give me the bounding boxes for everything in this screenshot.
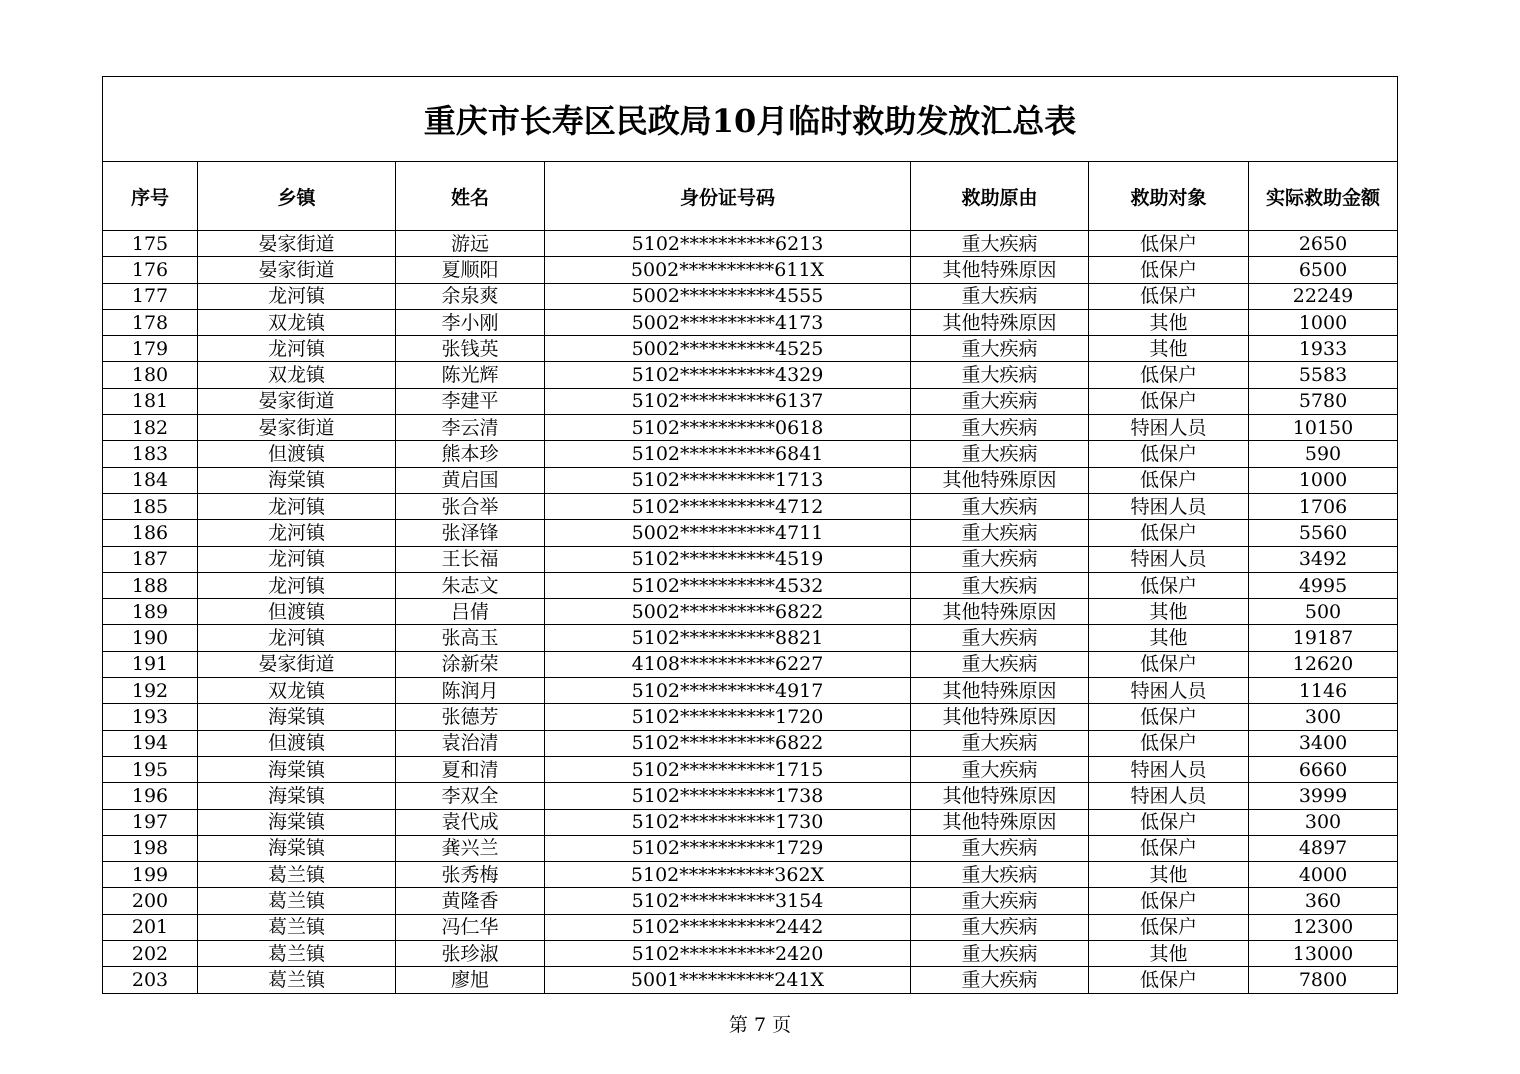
header-row	[103, 162, 1398, 231]
cell-name: 陈润月	[396, 678, 545, 704]
table-title: 重庆市长寿区民政局10月临时救助发放汇总表	[103, 77, 1398, 162]
cell-recipient-type: 低保户	[1089, 914, 1249, 940]
cell-amount: 13000	[1249, 941, 1398, 967]
cell-recipient-type: 低保户	[1089, 967, 1249, 993]
cell-town: 但渡镇	[198, 599, 396, 625]
cell-seq: 188	[103, 572, 198, 598]
table-row	[103, 257, 1398, 283]
table-row	[103, 888, 1398, 914]
cell-reason: 重大疾病	[911, 520, 1089, 546]
cell-name: 冯仁华	[396, 914, 545, 940]
cell-reason: 重大疾病	[911, 546, 1089, 572]
cell-town: 晏家街道	[198, 651, 396, 677]
cell-name: 黄隆香	[396, 888, 545, 914]
cell-recipient-type: 其他	[1089, 625, 1249, 651]
cell-recipient-type: 低保户	[1089, 520, 1249, 546]
cell-name: 张钱英	[396, 336, 545, 362]
cell-reason: 其他特殊原因	[911, 704, 1089, 730]
cell-id-number: 5102**********1738	[545, 783, 911, 809]
cell-reason: 其他特殊原因	[911, 309, 1089, 335]
cell-id-number: 5102**********8821	[545, 625, 911, 651]
table-row	[103, 441, 1398, 467]
cell-seq: 184	[103, 467, 198, 493]
cell-seq: 201	[103, 914, 198, 940]
cell-recipient-type: 其他	[1089, 862, 1249, 888]
cell-reason: 重大疾病	[911, 572, 1089, 598]
cell-reason: 其他特殊原因	[911, 783, 1089, 809]
cell-id-number: 5102**********3154	[545, 888, 911, 914]
cell-amount: 3492	[1249, 546, 1398, 572]
cell-id-number: 5102**********0618	[545, 415, 911, 441]
cell-reason: 重大疾病	[911, 362, 1089, 388]
cell-seq: 197	[103, 809, 198, 835]
cell-amount: 4897	[1249, 835, 1398, 861]
cell-recipient-type: 特困人员	[1089, 415, 1249, 441]
cell-amount: 500	[1249, 599, 1398, 625]
table-row	[103, 599, 1398, 625]
cell-recipient-type: 低保户	[1089, 704, 1249, 730]
cell-reason: 重大疾病	[911, 651, 1089, 677]
table-row	[103, 520, 1398, 546]
table-row	[103, 415, 1398, 441]
cell-id-number: 5002**********611X	[545, 257, 911, 283]
table-row	[103, 678, 1398, 704]
cell-reason: 重大疾病	[911, 941, 1089, 967]
cell-name: 袁治清	[396, 730, 545, 756]
cell-recipient-type: 低保户	[1089, 467, 1249, 493]
cell-id-number: 5102**********1713	[545, 467, 911, 493]
cell-seq: 194	[103, 730, 198, 756]
cell-seq: 189	[103, 599, 198, 625]
cell-recipient-type: 低保户	[1089, 730, 1249, 756]
cell-recipient-type: 其他	[1089, 309, 1249, 335]
cell-name: 余泉爽	[396, 283, 545, 309]
cell-id-number: 5102**********4712	[545, 493, 911, 519]
cell-town: 海棠镇	[198, 835, 396, 861]
cell-town: 双龙镇	[198, 678, 396, 704]
cell-id-number: 5002**********4525	[545, 336, 911, 362]
cell-id-number: 5001**********241X	[545, 967, 911, 993]
cell-name: 龚兴兰	[396, 835, 545, 861]
cell-name: 夏和清	[396, 756, 545, 782]
cell-recipient-type: 低保户	[1089, 231, 1249, 257]
cell-id-number: 5102**********4329	[545, 362, 911, 388]
table-row	[103, 783, 1398, 809]
cell-recipient-type: 低保户	[1089, 388, 1249, 414]
cell-seq: 202	[103, 941, 198, 967]
cell-id-number: 5102**********6822	[545, 730, 911, 756]
cell-name: 袁代成	[396, 809, 545, 835]
cell-amount: 5583	[1249, 362, 1398, 388]
cell-town: 龙河镇	[198, 572, 396, 598]
table-row	[103, 283, 1398, 309]
table-row	[103, 651, 1398, 677]
cell-town: 但渡镇	[198, 441, 396, 467]
cell-seq: 181	[103, 388, 198, 414]
cell-recipient-type: 特困人员	[1089, 493, 1249, 519]
cell-name: 廖旭	[396, 967, 545, 993]
table-row	[103, 704, 1398, 730]
cell-seq: 177	[103, 283, 198, 309]
cell-amount: 7800	[1249, 967, 1398, 993]
cell-amount: 1146	[1249, 678, 1398, 704]
cell-seq: 203	[103, 967, 198, 993]
cell-id-number: 4108**********6227	[545, 651, 911, 677]
relief-table	[102, 76, 1398, 994]
cell-town: 葛兰镇	[198, 941, 396, 967]
cell-town: 海棠镇	[198, 809, 396, 835]
cell-town: 双龙镇	[198, 309, 396, 335]
cell-amount: 5560	[1249, 520, 1398, 546]
cell-seq: 195	[103, 756, 198, 782]
cell-name: 张高玉	[396, 625, 545, 651]
table-row	[103, 388, 1398, 414]
cell-amount: 300	[1249, 704, 1398, 730]
cell-amount: 12300	[1249, 914, 1398, 940]
cell-reason: 重大疾病	[911, 415, 1089, 441]
header-id-number: 身份证号码	[545, 162, 911, 231]
table-row	[103, 914, 1398, 940]
cell-name: 黄启国	[396, 467, 545, 493]
cell-reason: 重大疾病	[911, 756, 1089, 782]
cell-id-number: 5002**********4711	[545, 520, 911, 546]
cell-town: 葛兰镇	[198, 888, 396, 914]
cell-seq: 192	[103, 678, 198, 704]
cell-amount: 3999	[1249, 783, 1398, 809]
cell-recipient-type: 低保户	[1089, 362, 1249, 388]
cell-town: 晏家街道	[198, 231, 396, 257]
cell-recipient-type: 特困人员	[1089, 546, 1249, 572]
cell-reason: 其他特殊原因	[911, 599, 1089, 625]
cell-amount: 12620	[1249, 651, 1398, 677]
cell-name: 游远	[396, 231, 545, 257]
table-row	[103, 493, 1398, 519]
cell-reason: 重大疾病	[911, 388, 1089, 414]
header-name: 姓名	[396, 162, 545, 231]
cell-town: 但渡镇	[198, 730, 396, 756]
cell-reason: 重大疾病	[911, 231, 1089, 257]
cell-town: 龙河镇	[198, 283, 396, 309]
cell-town: 晏家街道	[198, 257, 396, 283]
cell-seq: 191	[103, 651, 198, 677]
cell-amount: 1933	[1249, 336, 1398, 362]
cell-id-number: 5102**********2442	[545, 914, 911, 940]
cell-seq: 175	[103, 231, 198, 257]
table-row	[103, 546, 1398, 572]
cell-name: 李云清	[396, 415, 545, 441]
cell-reason: 重大疾病	[911, 283, 1089, 309]
cell-amount: 300	[1249, 809, 1398, 835]
cell-amount: 360	[1249, 888, 1398, 914]
table-row	[103, 309, 1398, 335]
cell-amount: 6660	[1249, 756, 1398, 782]
cell-town: 葛兰镇	[198, 862, 396, 888]
table-row	[103, 967, 1398, 993]
cell-id-number: 5102**********4917	[545, 678, 911, 704]
cell-amount: 5780	[1249, 388, 1398, 414]
cell-id-number: 5102**********1720	[545, 704, 911, 730]
cell-recipient-type: 低保户	[1089, 283, 1249, 309]
cell-amount: 1000	[1249, 309, 1398, 335]
table-row	[103, 336, 1398, 362]
cell-reason: 重大疾病	[911, 730, 1089, 756]
cell-recipient-type: 特困人员	[1089, 756, 1249, 782]
header-amount: 实际救助金额	[1249, 162, 1398, 231]
cell-seq: 178	[103, 309, 198, 335]
table-row	[103, 572, 1398, 598]
cell-amount: 2650	[1249, 231, 1398, 257]
header-town: 乡镇	[198, 162, 396, 231]
cell-name: 陈光辉	[396, 362, 545, 388]
page-number: 第 7 页	[728, 1014, 792, 1036]
cell-amount: 3400	[1249, 730, 1398, 756]
cell-id-number: 5102**********1715	[545, 756, 911, 782]
cell-name: 夏顺阳	[396, 257, 545, 283]
table-body	[103, 231, 1398, 994]
cell-name: 张德芳	[396, 704, 545, 730]
header-recipient-type: 救助对象	[1089, 162, 1249, 231]
cell-amount: 1000	[1249, 467, 1398, 493]
cell-town: 海棠镇	[198, 756, 396, 782]
cell-name: 吕倩	[396, 599, 545, 625]
cell-id-number: 5102**********362X	[545, 862, 911, 888]
cell-town: 葛兰镇	[198, 967, 396, 993]
cell-amount: 590	[1249, 441, 1398, 467]
cell-town: 晏家街道	[198, 388, 396, 414]
cell-id-number: 5102**********6841	[545, 441, 911, 467]
cell-seq: 190	[103, 625, 198, 651]
cell-reason: 重大疾病	[911, 441, 1089, 467]
relief-summary-sheet	[102, 76, 1397, 994]
cell-name: 王长福	[396, 546, 545, 572]
cell-town: 双龙镇	[198, 362, 396, 388]
cell-id-number: 5102**********2420	[545, 941, 911, 967]
cell-seq: 196	[103, 783, 198, 809]
cell-name: 涂新荣	[396, 651, 545, 677]
cell-reason: 其他特殊原因	[911, 257, 1089, 283]
cell-seq: 180	[103, 362, 198, 388]
cell-seq: 199	[103, 862, 198, 888]
cell-seq: 183	[103, 441, 198, 467]
cell-seq: 186	[103, 520, 198, 546]
header-reason: 救助原由	[911, 162, 1089, 231]
cell-reason: 其他特殊原因	[911, 467, 1089, 493]
cell-seq: 176	[103, 257, 198, 283]
cell-name: 张秀梅	[396, 862, 545, 888]
cell-name: 朱志文	[396, 572, 545, 598]
cell-reason: 重大疾病	[911, 862, 1089, 888]
cell-id-number: 5002**********6822	[545, 599, 911, 625]
cell-name: 张泽锋	[396, 520, 545, 546]
cell-town: 海棠镇	[198, 783, 396, 809]
cell-town: 海棠镇	[198, 467, 396, 493]
cell-seq: 182	[103, 415, 198, 441]
cell-amount: 19187	[1249, 625, 1398, 651]
cell-recipient-type: 低保户	[1089, 257, 1249, 283]
header-seq: 序号	[103, 162, 198, 231]
table-row	[103, 941, 1398, 967]
cell-reason: 重大疾病	[911, 835, 1089, 861]
cell-reason: 重大疾病	[911, 336, 1089, 362]
table-row	[103, 862, 1398, 888]
cell-seq: 187	[103, 546, 198, 572]
cell-name: 李双全	[396, 783, 545, 809]
cell-recipient-type: 低保户	[1089, 572, 1249, 598]
cell-town: 龙河镇	[198, 520, 396, 546]
cell-reason: 其他特殊原因	[911, 678, 1089, 704]
cell-id-number: 5102**********4532	[545, 572, 911, 598]
cell-recipient-type: 低保户	[1089, 441, 1249, 467]
cell-reason: 重大疾病	[911, 625, 1089, 651]
table-row	[103, 835, 1398, 861]
cell-reason: 重大疾病	[911, 914, 1089, 940]
cell-reason: 重大疾病	[911, 967, 1089, 993]
cell-amount: 10150	[1249, 415, 1398, 441]
cell-recipient-type: 特困人员	[1089, 783, 1249, 809]
cell-name: 张珍淑	[396, 941, 545, 967]
cell-town: 海棠镇	[198, 704, 396, 730]
table-row	[103, 730, 1398, 756]
cell-recipient-type: 低保户	[1089, 651, 1249, 677]
cell-town: 葛兰镇	[198, 914, 396, 940]
cell-name: 张合举	[396, 493, 545, 519]
cell-recipient-type: 低保户	[1089, 809, 1249, 835]
table-row	[103, 467, 1398, 493]
cell-id-number: 5102**********1729	[545, 835, 911, 861]
cell-id-number: 5102**********6213	[545, 231, 911, 257]
cell-seq: 200	[103, 888, 198, 914]
cell-recipient-type: 其他	[1089, 336, 1249, 362]
cell-town: 龙河镇	[198, 546, 396, 572]
cell-reason: 重大疾病	[911, 493, 1089, 519]
cell-recipient-type: 低保户	[1089, 835, 1249, 861]
table-row	[103, 362, 1398, 388]
cell-amount: 4000	[1249, 862, 1398, 888]
cell-recipient-type: 其他	[1089, 599, 1249, 625]
cell-id-number: 5102**********1730	[545, 809, 911, 835]
cell-id-number: 5002**********4555	[545, 283, 911, 309]
cell-name: 李建平	[396, 388, 545, 414]
cell-recipient-type: 低保户	[1089, 888, 1249, 914]
cell-amount: 6500	[1249, 257, 1398, 283]
cell-recipient-type: 特困人员	[1089, 678, 1249, 704]
table-row	[103, 809, 1398, 835]
cell-id-number: 5102**********4519	[545, 546, 911, 572]
cell-name: 李小刚	[396, 309, 545, 335]
cell-seq: 179	[103, 336, 198, 362]
table-row	[103, 756, 1398, 782]
cell-seq: 198	[103, 835, 198, 861]
cell-seq: 193	[103, 704, 198, 730]
cell-reason: 重大疾病	[911, 888, 1089, 914]
cell-amount: 22249	[1249, 283, 1398, 309]
cell-town: 龙河镇	[198, 625, 396, 651]
cell-town: 晏家街道	[198, 415, 396, 441]
cell-id-number: 5002**********4173	[545, 309, 911, 335]
table-row	[103, 231, 1398, 257]
cell-town: 龙河镇	[198, 493, 396, 519]
cell-amount: 4995	[1249, 572, 1398, 598]
table-row	[103, 625, 1398, 651]
cell-seq: 185	[103, 493, 198, 519]
cell-recipient-type: 其他	[1089, 941, 1249, 967]
cell-amount: 1706	[1249, 493, 1398, 519]
cell-town: 龙河镇	[198, 336, 396, 362]
cell-name: 熊本珍	[396, 441, 545, 467]
cell-id-number: 5102**********6137	[545, 388, 911, 414]
cell-reason: 其他特殊原因	[911, 809, 1089, 835]
